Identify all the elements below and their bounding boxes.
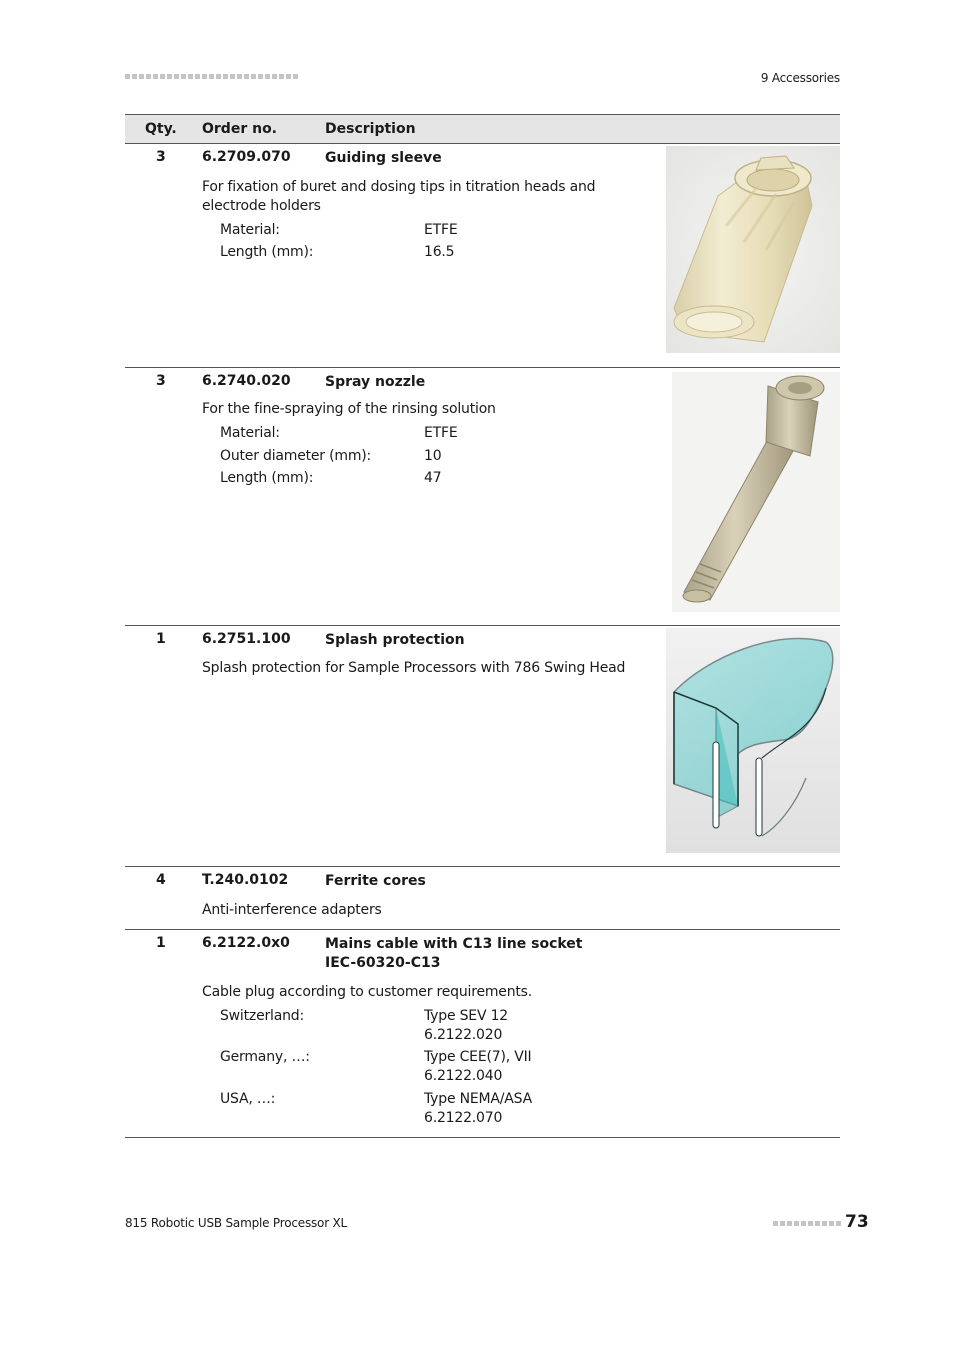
accessories-table bbox=[125, 114, 840, 1138]
table-row bbox=[125, 368, 840, 626]
row-description: Splash protection for Sample Processors with 786 Swing Head bbox=[202, 660, 626, 676]
row-qty: 4 bbox=[156, 872, 166, 888]
property-key: USA, …: bbox=[220, 1091, 276, 1107]
property-value: Type CEE(7), VII bbox=[424, 1049, 532, 1065]
row-description: Cable plug according to customer requirements. bbox=[202, 984, 533, 1000]
header-description: Description bbox=[325, 121, 416, 137]
row-qty: 1 bbox=[156, 631, 166, 647]
header-qty: Qty. bbox=[145, 121, 177, 137]
property-value: 6.2122.070 bbox=[424, 1110, 503, 1126]
property-value: 16.5 bbox=[424, 244, 455, 260]
row-qty: 1 bbox=[156, 935, 166, 951]
row-description: For fixation of buret and dosing tips in titration heads and electrode holders bbox=[202, 179, 596, 214]
row-name: Splash protection bbox=[325, 632, 465, 648]
row-name-line: Mains cable with C13 line socket bbox=[325, 936, 583, 952]
header-order-no: Order no. bbox=[202, 121, 278, 137]
table-row bbox=[125, 930, 840, 1138]
row-qty: 3 bbox=[156, 149, 166, 165]
property-value: 10 bbox=[424, 448, 442, 464]
property-value: 6.2122.040 bbox=[424, 1068, 503, 1084]
header-decoration bbox=[125, 74, 298, 79]
property-key: Length (mm): bbox=[220, 470, 314, 486]
row-description: Anti-interference adapters bbox=[202, 902, 382, 918]
property-key: Length (mm): bbox=[220, 244, 314, 260]
property-value: 6.2122.020 bbox=[424, 1027, 503, 1043]
row-order-no: 6.2709.070 bbox=[202, 149, 291, 165]
row-name bbox=[325, 935, 625, 973]
row-description: For the fine-spraying of the rinsing solution bbox=[202, 401, 496, 417]
row-name: Spray nozzle bbox=[325, 374, 426, 390]
row-order-no: 6.2751.100 bbox=[202, 631, 291, 647]
guiding-sleeve-image bbox=[666, 146, 840, 353]
spray-nozzle-image bbox=[672, 372, 840, 612]
property-key: Material: bbox=[220, 425, 280, 441]
table-row bbox=[125, 867, 840, 930]
table-row bbox=[125, 144, 840, 368]
property-value: ETFE bbox=[424, 222, 458, 238]
property-value: ETFE bbox=[424, 425, 458, 441]
property-value: Type NEMA/ASA bbox=[424, 1091, 532, 1107]
property-key: Material: bbox=[220, 222, 280, 238]
property-key: Germany, …: bbox=[220, 1049, 310, 1065]
footer-decoration bbox=[773, 1221, 841, 1226]
property-value: Type SEV 12 bbox=[424, 1008, 508, 1024]
row-order-no: T.240.0102 bbox=[202, 872, 289, 888]
row-order-no: 6.2740.020 bbox=[202, 373, 291, 389]
property-value: 47 bbox=[424, 470, 442, 486]
property-key: Outer diameter (mm): bbox=[220, 448, 372, 464]
property-key: Switzerland: bbox=[220, 1008, 304, 1024]
page-number: 73 bbox=[845, 1212, 869, 1232]
chapter-title: 9 Accessories bbox=[760, 71, 840, 85]
row-name-line: IEC-60320-C13 bbox=[325, 955, 441, 971]
row-order-no: 6.2122.0x0 bbox=[202, 935, 290, 951]
splash-protection-image bbox=[666, 628, 840, 853]
row-name: Ferrite cores bbox=[325, 873, 426, 889]
row-name: Guiding sleeve bbox=[325, 150, 442, 166]
footer-product-name: 815 Robotic USB Sample Processor XL bbox=[125, 1216, 348, 1230]
table-row bbox=[125, 626, 840, 867]
table-header bbox=[125, 114, 840, 144]
row-qty: 3 bbox=[156, 373, 166, 389]
